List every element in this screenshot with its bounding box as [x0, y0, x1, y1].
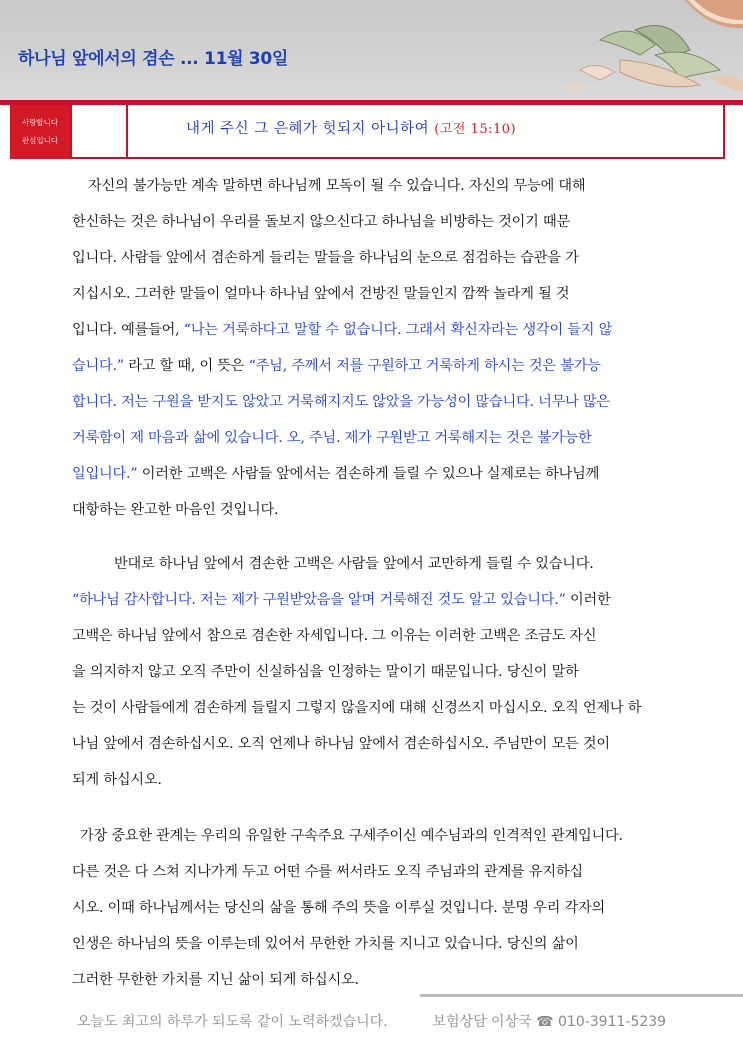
footer-divider	[420, 994, 743, 997]
emphasized-quote: 합니다. 저는 구원을 받지도 않았고 거룩해지지도 않았을 가능성이 많습니다. 너무나 많은	[72, 394, 610, 410]
side-tag-line1: 사랑합니다	[21, 118, 59, 127]
paragraph-line	[72, 654, 666, 690]
scripture-reference: (고전 15:10)	[434, 122, 517, 137]
paragraph-line	[72, 384, 666, 420]
paragraph-line	[72, 926, 666, 962]
paragraph-2	[72, 546, 666, 798]
page-footer	[0, 1011, 743, 1031]
paragraph-line	[72, 420, 666, 456]
line-text: 되게 하십시오.	[72, 772, 162, 788]
paragraph-line	[72, 348, 666, 384]
paragraph-line	[72, 240, 666, 276]
line-text: 다른 것은 다 스쳐 지나가게 두고 어떤 수를 써서라도 오직 주님과의 관계를 유지하십	[72, 864, 583, 880]
line-text: 입니다. 예를들어,	[72, 322, 184, 338]
footer-contact: 보험상담 이상국	[432, 1014, 532, 1030]
emphasized-quote: 거룩함이 제 마음과 삶에 있습니다. 오, 주님. 제가 구원받고 거룩해지는 것은 불가능한	[72, 430, 592, 446]
line-text: 자신의 불가능만 계속 말하면 하나님께 모독이 될 수 있습니다. 자신의 무능에 대해	[88, 178, 586, 194]
line-text: 이러한 고백은 사람들 앞에서는 겸손하게 들릴 수 있으나 실제로는 하나님께	[137, 466, 600, 482]
emphasized-quote: “나는 거룩하다고 말할 수 없습니다. 그래서 확신자라는 생각이 들지 않	[183, 322, 613, 338]
paragraph-3	[72, 818, 666, 998]
emphasized-quote: 일입니다.”	[72, 466, 138, 482]
paragraph-line	[72, 546, 666, 582]
paragraph-line	[72, 962, 666, 998]
line-text: 고백은 하나님 앞에서 참으로 겸손한 자세입니다. 그 이유는 이러한 고백은 조금도 자신	[72, 628, 597, 644]
emphasized-quote: “하나님 감사합니다. 저는 제가 구원받았음을 알며 거룩해진 것도 알고 있습니다.”	[72, 592, 566, 608]
page-title: 하나님 앞에서의 겸손 ... 11월 30일	[18, 49, 289, 69]
line-text: 나님 앞에서 겸손하십시오. 오직 언제나 하나님 앞에서 겸손하십시오. 주님만이 모든 것이	[72, 736, 610, 752]
side-tag-line2: 관심입니다	[21, 136, 59, 145]
line-text: 가장 중요한 관계는 우리의 유일한 구속주요 구세주이신 예수님과의 인격적인 관계입니다.	[80, 828, 623, 844]
line-text: 그러한 무한한 가치를 지닌 삶이 되게 하십시오.	[72, 972, 359, 988]
footer-phone: 010-3911-5239	[558, 1014, 667, 1030]
paragraph-line	[72, 854, 666, 890]
line-text: 는 것이 사람들에게 겸손하게 들릴지 그렇지 않을지에 대해 신경쓰지 마십시오. 오직 언제나 하	[72, 700, 642, 716]
paragraph-line	[72, 690, 666, 726]
footer-motto: 오늘도 최고의 하루가 되도록 같이 노력하겠습니다.	[76, 1014, 388, 1030]
paragraph-line	[72, 582, 666, 618]
line-text: 인생은 하나님의 뜻을 이루는데 있어서 무한한 가치를 지니고 있습니다. 당신의 삶이	[72, 936, 579, 952]
paragraph-line	[72, 726, 666, 762]
paragraph-line	[72, 818, 666, 854]
paragraph-line	[72, 204, 666, 240]
paragraph-line	[72, 618, 666, 654]
subtitle-box	[128, 105, 725, 159]
line-text: 입니다. 사람들 앞에서 겸손하게 들리는 말들을 하나님의 눈으로 점검하는 습관을 가	[72, 250, 579, 266]
line-text: 을 의지하지 않고 오직 주만이 신실하심을 인정하는 말이기 때문입니다. 당신이 말하	[72, 664, 579, 680]
side-tag	[10, 105, 70, 159]
scripture-subtitle	[186, 117, 516, 138]
paragraph-1	[72, 168, 666, 528]
paragraph-line	[72, 762, 666, 798]
paragraph-line	[72, 312, 666, 348]
line-text: 이러한	[565, 592, 611, 608]
line-text: 라고 할 때, 이 뜻은	[123, 358, 249, 374]
telephone-icon: ☎	[536, 1014, 554, 1030]
line-text: 시오. 이때 하나님께서는 당신의 삶을 통해 주의 뜻을 이루실 것입니다. 분명 우리 각자의	[72, 900, 606, 916]
line-text: 반대로 하나님 앞에서 겸손한 고백은 사람들 앞에서 교만하게 들릴 수 있습니다.	[114, 556, 594, 572]
page-header	[0, 0, 743, 100]
paragraph-line	[72, 456, 666, 492]
tag-box	[70, 105, 128, 159]
line-text: 한신하는 것은 하나님이 우리를 돌보지 않으신다고 하나님을 비방하는 것이기 때문	[72, 214, 570, 230]
emphasized-quote: “주님, 주께서 저를 구원하고 거룩하게 하시는 것은 불가능	[248, 358, 601, 374]
line-text: 지십시오. 그러한 말들이 얼마나 하나님 앞에서 건방진 말들인지 깜짝 놀라게 될 것	[72, 286, 570, 302]
broken-eggshell-money-illustration	[560, 0, 743, 100]
paragraph-line	[72, 276, 666, 312]
line-text: 대항하는 완고한 마음인 것입니다.	[72, 502, 279, 518]
paragraph-line	[72, 168, 666, 204]
paragraph-line	[72, 890, 666, 926]
emphasized-quote: 습니다.”	[72, 358, 124, 374]
subtitle-text: 내게 주신 그 은혜가 헛되지 아니하여	[186, 121, 430, 137]
paragraph-line	[72, 492, 666, 528]
